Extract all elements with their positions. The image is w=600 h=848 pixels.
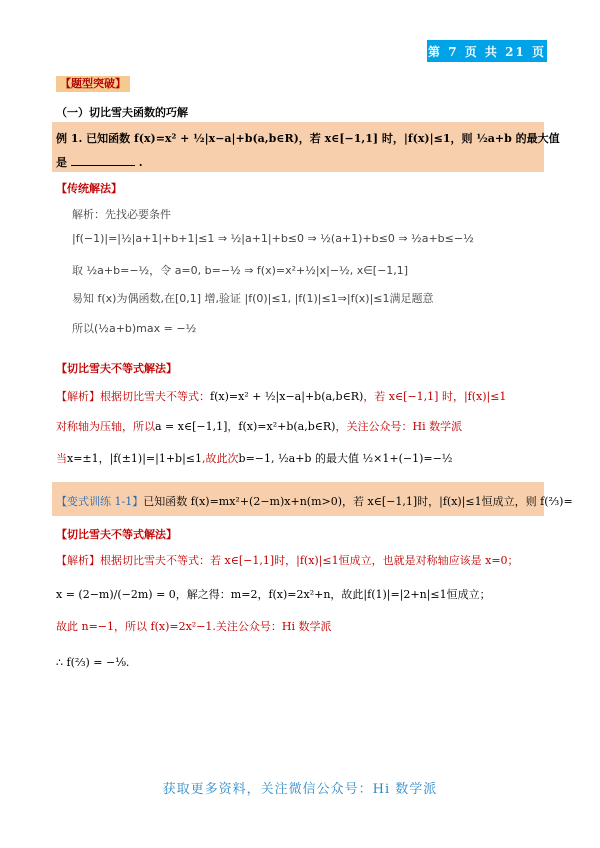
analysis-1-line-2	[56, 418, 462, 434]
analysis-formula: 故此 n=−1，所以 f(x)=2x²−1	[56, 620, 213, 633]
example-period: .	[138, 156, 143, 169]
variant-line	[56, 493, 573, 509]
analysis-formula: f(x)=x²+b(a,b∈R)	[238, 420, 336, 433]
example-line-2	[56, 154, 143, 170]
analysis-formula: b=−1, ½a+b 的最大值 ½×1+(−1)=−½	[238, 452, 453, 465]
analysis-text: ,故此次	[202, 452, 239, 465]
analysis-text: ，	[227, 420, 239, 433]
variant-statement: 已知函数 f(x)=mx²+(2−m)x+n(m>0)，若 x∈[−1,1]时，|f(x)|≤1恒成立，则 f(⅔)=	[143, 495, 573, 508]
scan-line-3: 取 ½a+b=−½，令 a=0, b=−½ ⇒ f(x)=x²+½|x|−½, x∈[−1,1]	[72, 264, 409, 277]
section-tag: 【题型突破】	[56, 76, 130, 92]
chebyshev-method-tag-1: 【切比雪夫不等式解法】	[56, 362, 177, 375]
promo-text: ，关注公众号：Hi 数学派	[335, 420, 463, 433]
analysis-1-line-3	[56, 450, 452, 466]
chebyshev-method-tag-2: 【切比雪夫不等式解法】	[56, 528, 177, 541]
analysis-formula: f(x)=x² + ½|x−a|+b(a,b∈R)	[210, 390, 364, 403]
analysis-2-line-2	[56, 586, 491, 602]
scan-line-4: 易知 f(x)为偶函数,在[0,1] 增,验证 |f(0)|≤1, |f(1)|≤1⇒|f(x)|≤1满足题意	[72, 292, 434, 305]
traditional-method-tag: 【传统解法】	[56, 182, 122, 195]
analysis-formula: x=±1，|f(±1)|=|1+b|≤1	[67, 452, 203, 465]
example-box	[52, 122, 560, 172]
analysis-2-line-4: ∴ f(⅔) = −⅑.	[56, 656, 130, 669]
example-statement: 已知函数 f(x)=x² + ½|x−a|+b(a,b∈R)，若 x∈[−1,1] 时，|f(x)|≤1，则 ½a+b 的最大值	[86, 132, 560, 145]
analysis-2-line-1	[56, 552, 519, 568]
footer-promo: 获取更多资料，关注微信公众号：Hi 数学派	[162, 782, 438, 797]
analysis-label: 【解析】	[56, 390, 100, 403]
analysis-text: 对称轴为压轴，所以	[56, 420, 155, 433]
analysis-text: ，若 x∈[−1,1] 时，|f(x)|≤1	[363, 390, 507, 403]
scan-line-1: 解析：先找必要条件	[72, 208, 171, 221]
analysis-formula: x = (2−m)/(−2m) = 0	[56, 588, 176, 601]
example-statement-end: 是	[56, 156, 67, 169]
page-number-badge: 第 7 页 共 21 页	[427, 40, 547, 62]
scan-line-2: |f(−1)|=|½|a+1|+b+1|≤1 ⇒ ½|a+1|+b≤0 ⇒ ½(a+1)+b≤0 ⇒ ½a+b≤−½	[72, 232, 474, 245]
scan-line-5: 所以(½a+b)max = −½	[72, 322, 197, 335]
traditional-solution-image	[72, 202, 492, 342]
analysis-text: ，解之得：m=2，f(x)=2x²+n，故此|f(1)|=|2+n|≤1恒成立；	[175, 588, 491, 601]
analysis-text: 根据切比雪夫不等式：若 x∈[−1,1]时，|f(x)|≤1恒成立，也就是对称轴应该是 x=0；	[100, 554, 519, 567]
sub-heading: （一）切比雪夫函数的巧解	[56, 106, 188, 119]
analysis-1-line-1	[56, 388, 506, 404]
answer-blank	[71, 155, 135, 166]
analysis-label: 【解析】	[56, 554, 100, 567]
variant-label: 【变式训练 1-1】	[56, 495, 144, 508]
variant-exercise-box	[52, 482, 573, 516]
analysis-2-line-3	[56, 618, 332, 634]
example-label: 例 1.	[56, 132, 83, 145]
analysis-text: 根据切比雪夫不等式：	[100, 390, 210, 403]
example-line-1	[56, 130, 560, 146]
analysis-text: 当	[56, 452, 67, 465]
analysis-formula: a = x∈[−1,1]	[155, 420, 228, 433]
promo-text: .关注公众号：Hi 数学派	[212, 620, 332, 633]
